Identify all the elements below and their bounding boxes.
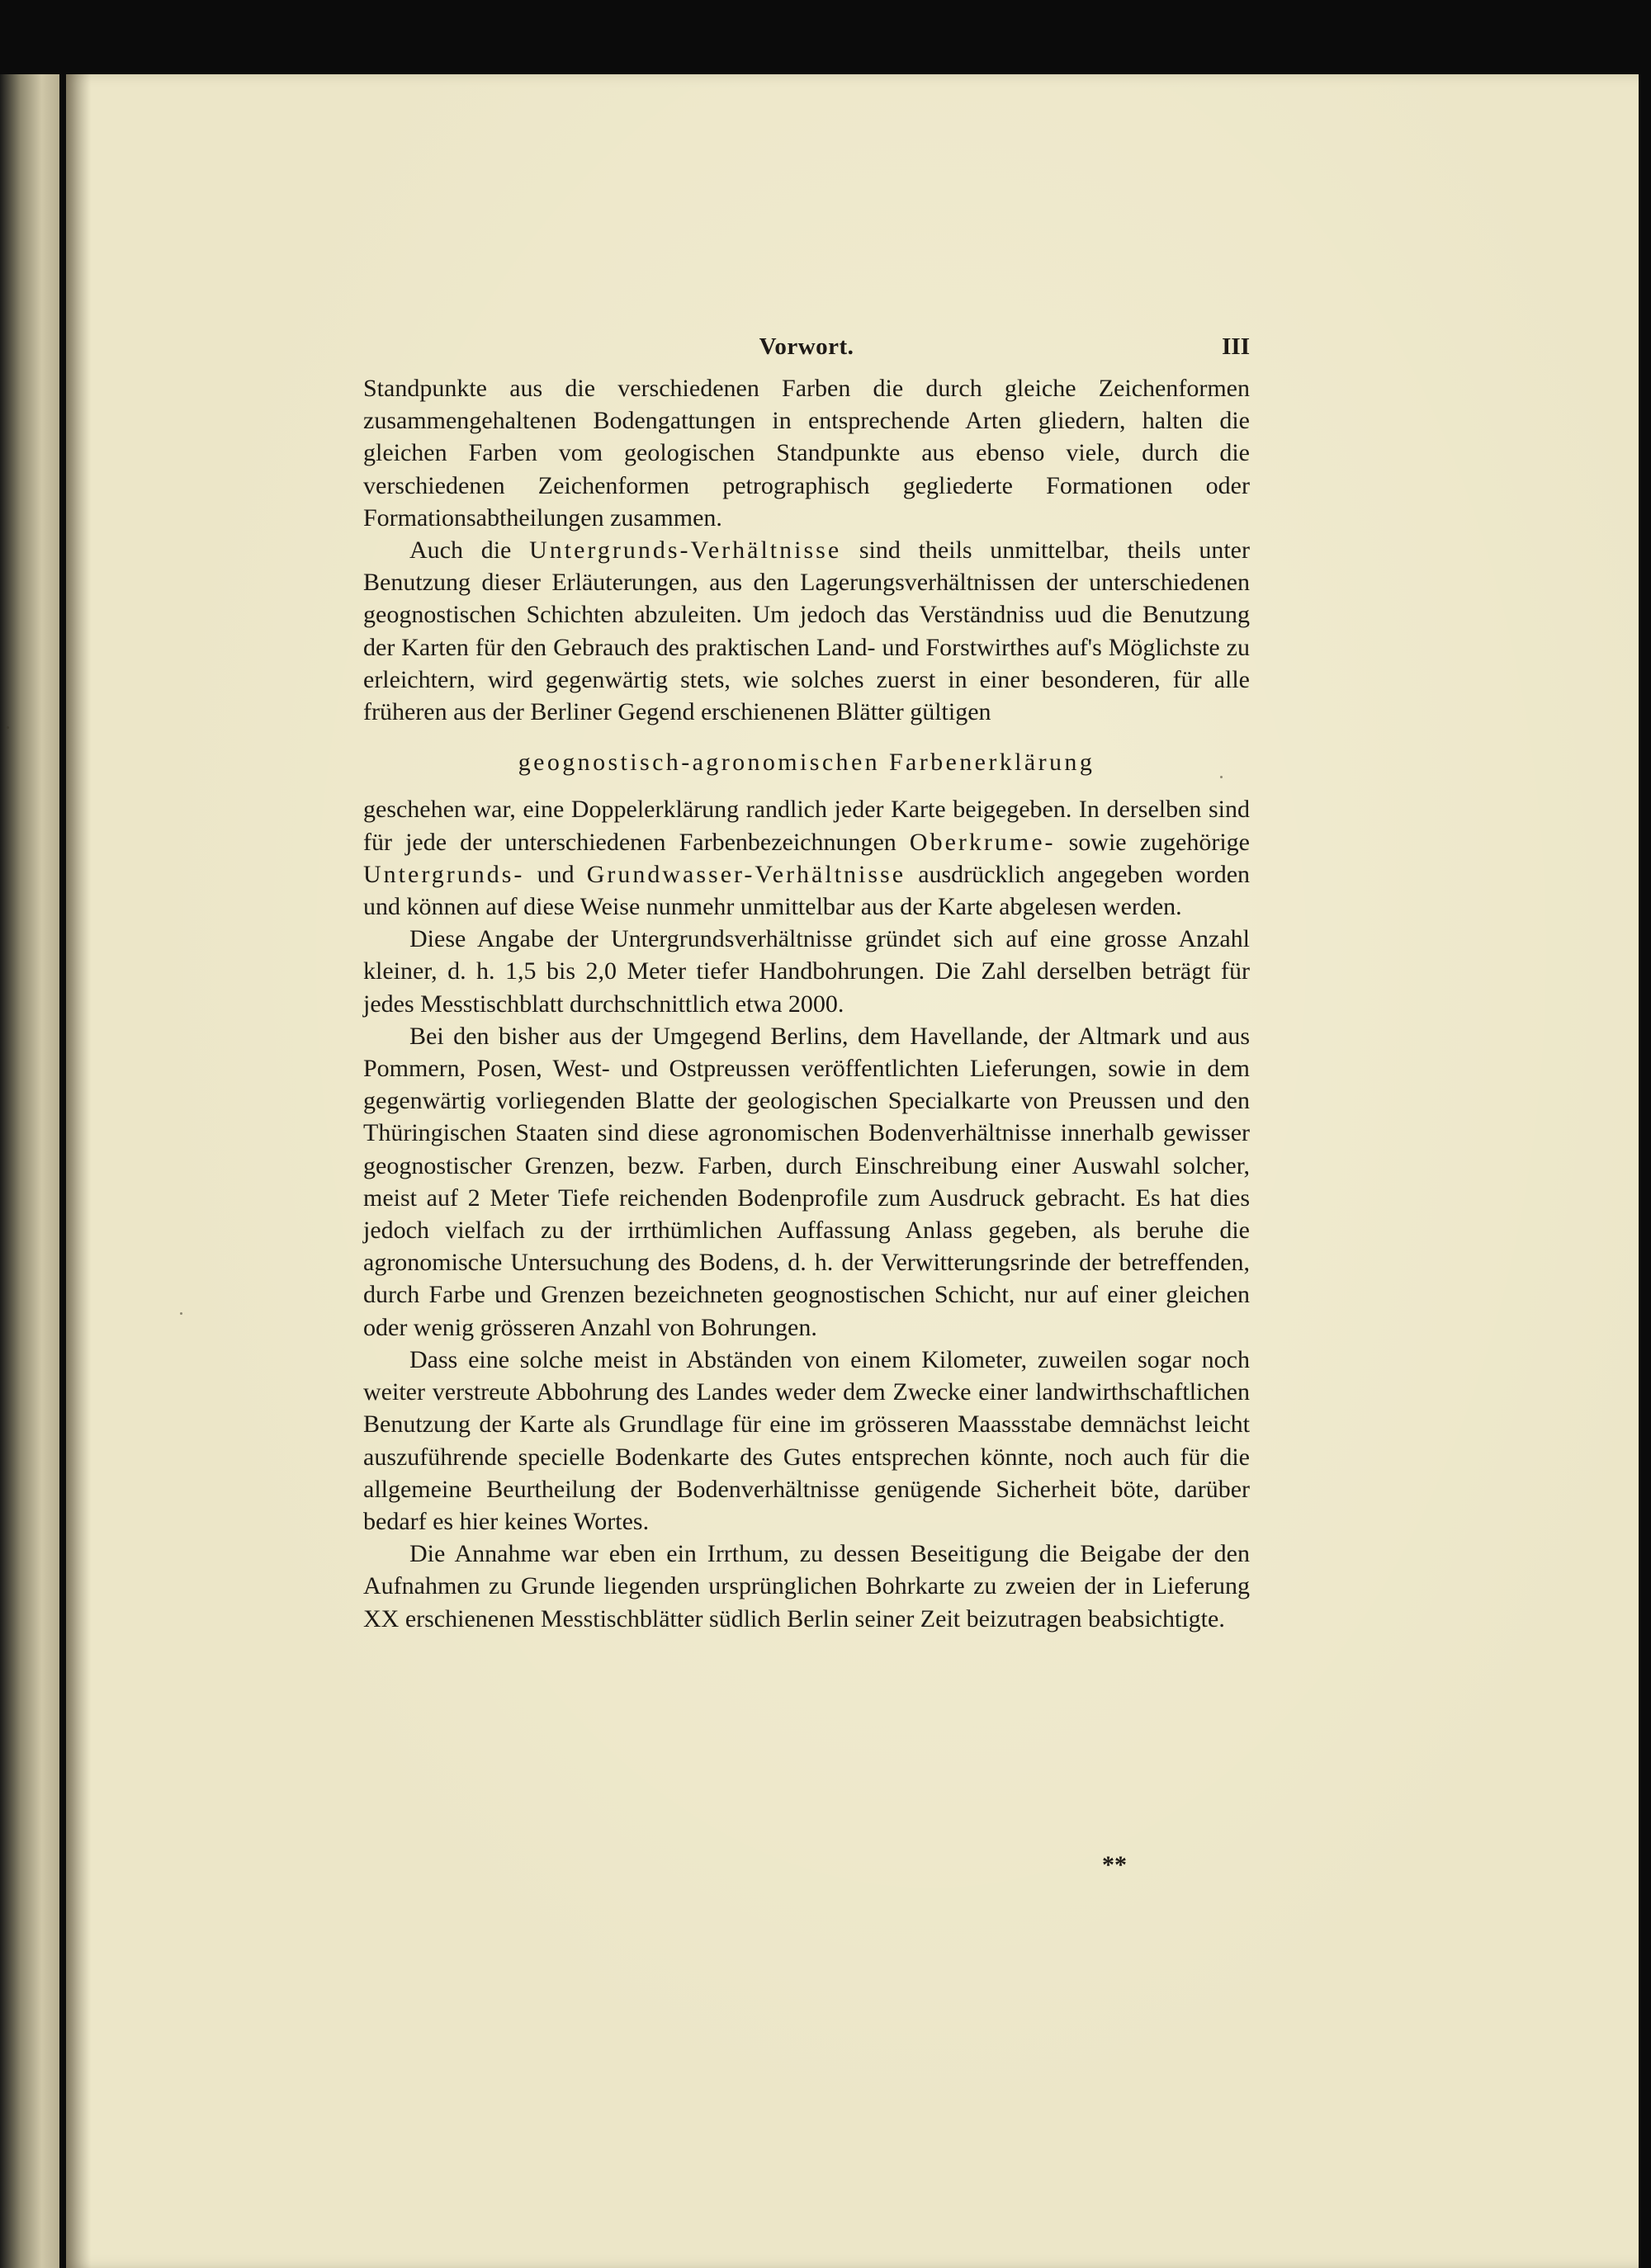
paragraph-text: Diese Angabe der Untergrundsverhältnisse gründet sich auf eine grosse Anzahl kleiner, d. h. 1,5 bis 2,0 Meter tiefer Handbohrungen. Die Zahl derselben beträgt für jedes Messtischblatt durchschnittlich etwa 2000. [363,925,1250,1018]
page-header [363,326,1250,372]
spaced-term: Untergrunds- [363,860,525,888]
paper-speck [180,1312,182,1315]
paragraph [363,372,1250,534]
paragraph [363,923,1250,1020]
paragraph-text: sowie zugehörige [1055,828,1251,856]
paragraph [363,1344,1250,1538]
paragraph [363,534,1250,728]
paragraph-text: Bei den bisher aus der Umgegend Berlins, dem Havellande, der Altmark und aus Pommern, Posen, West- und Ostpreussen veröffentlichten Lieferungen, sowie in dem gegenwärtig vorliegenden Blatte der geologischen Specialkarte von Preussen und den Thüringischen Staaten sind diese agronomischen Bodenverhältnisse innerhalb gewisser geognostischer Grenzen, bezw. Farben, durch Einschreibung einer Auswahl solcher, meist auf 2 Meter Tiefe reichenden Bodenprofile zum Ausdruck gebracht. Es hat dies jedoch vielfach zu der irrthümlichen Auffassung Anlass gegeben, als beruhe die agronomische Untersuchung des Bodens, d. h. der Verwitterungsrinde der betreffenden, durch Farbe und Grenzen bezeichneten geognostischen Schicht, nur auf einer gleichen oder wenig grösseren Anzahl von Bohrungen. [363,1022,1250,1341]
paragraphs-after-heading [363,793,1250,1634]
paragraph-text: und [524,860,587,888]
paragraph-text: Auch die [409,536,530,565]
paragraph [363,1538,1250,1635]
paragraph [363,1020,1250,1344]
paper-speck [7,726,9,729]
paragraphs-before-heading [363,372,1250,728]
running-title: Vorwort. [759,333,854,360]
previous-page-edge [0,74,59,2268]
paragraph-text: Die Annahme war eben ein Irrthum, zu dessen Beseitigung die Beigabe der den Aufnahmen zu Grunde liegenden ursprünglichen Bohrkarte zu zweien der in Lieferung XX erschienenen Messtischblätter südlich Berlin seiner Zeit beizutragen beabsichtigte. [363,1540,1250,1632]
paragraph-text: ausdrücklich angegeben worden und können auf diese Weise nunmehr unmittelbar aus der Karte abgelesen werden. [363,860,1251,921]
spaced-term: Untergrunds-Verhältnisse [529,536,842,565]
paragraph-text: sind theils unmittelbar, theils unter Benutzung dieser Erläuterungen, aus den Lagerungsverhältnissen der unterschiedenen geognostischen Schichten abzuleiten. Um jedoch das Verständniss uud die Benutzung der Karten für den Gebrauch des praktischen Land- und Forstwirthes auf's Möglichste zu erleichtern, wird gegenwärtig stets, wie solches zuerst in einer besonderen, für alle früheren aus der Berliner Gegend erschienenen Blätter gültigen [363,536,1250,726]
paragraph-text: Dass eine solche meist in Abständen von einem Kilometer, zuweilen sogar noch weiter verstreute Abbohrung des Landes weder dem Zwecke einer landwirthschaftlichen Benutzung der Karte als Grundlage für eine im grösseren Maassstabe demnächst leicht auszuführende specielle Bodenkarte des Gutes entsprechen könnte, noch auch für die allgemeine Beurtheilung der Bodenverhältnisse genügende Sicherheit böte, darüber bedarf es hier keines Wortes. [363,1345,1250,1535]
page-text [363,326,1250,1635]
paragraph-text: Standpunkte aus die verschiedenen Farben die durch gleiche Zeichenformen zusammengehaltenen Bodengattungen in entsprechende Arten gliedern, halten die gleichen Farben vom geologischen Standpunkte aus ebenso viele, durch die verschiedenen Zeichenformen petrographisch gegliederte Formationen oder Formationsabtheilungen zusammen. [363,375,1250,532]
center-heading: geognostisch-agronomischen Farbenerklärung [518,749,1095,777]
signature-marks: ** [1102,1851,1127,1878]
paragraph-text: geschehen war, eine Doppelerklärung randlich jeder Karte beigegeben. In derselben sind für jede der unterschiedenen Farbenbezeichnungen [363,796,1250,856]
paragraph [363,793,1250,923]
spaced-term: Grundwasser-Verhältnisse [586,860,906,888]
page-gutter-shadow [66,74,91,2268]
page-number: III [1222,333,1250,360]
spaced-term: Oberkrume- [909,828,1056,856]
